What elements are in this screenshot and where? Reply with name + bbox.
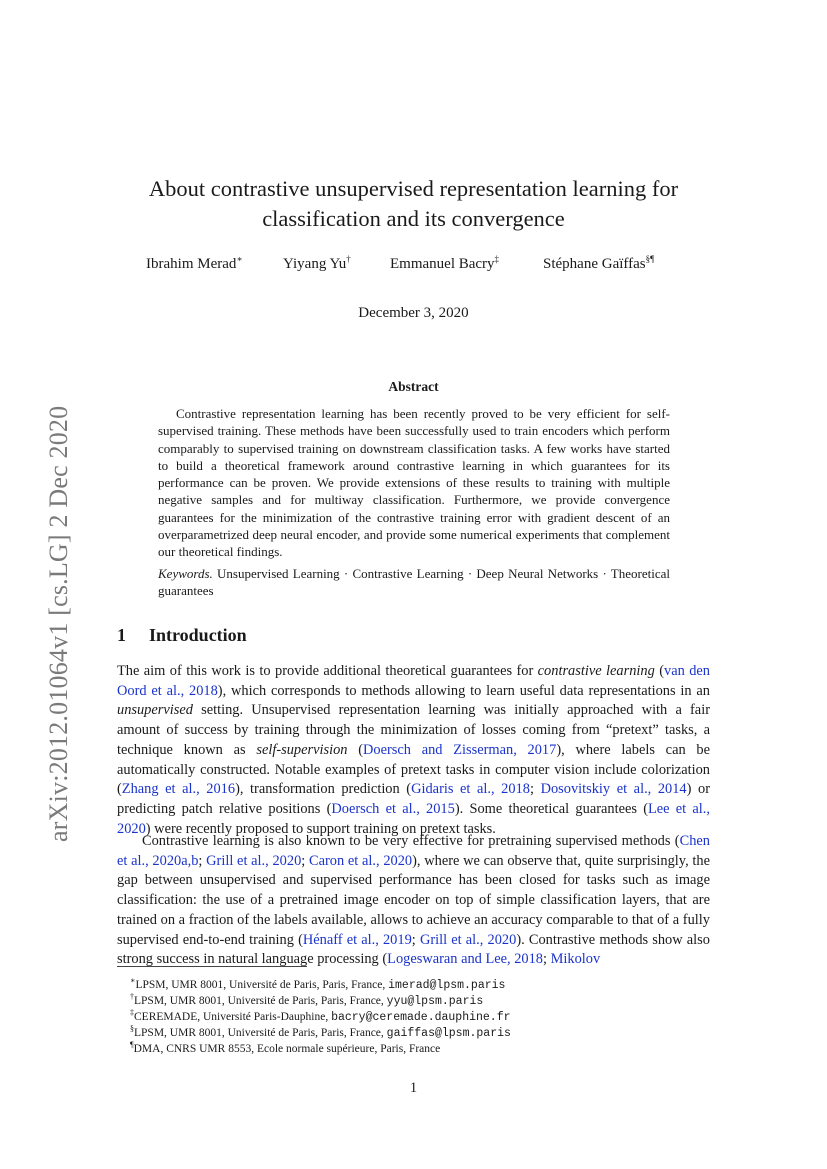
- footnote-divider: [117, 966, 307, 967]
- citation-link[interactable]: Mikolov: [550, 951, 601, 968]
- citation-link[interactable]: Zhang et al., 2016: [121, 781, 236, 798]
- page-number: 1: [409, 1080, 418, 1096]
- citation-link[interactable]: Chen et al., 2020a,b: [117, 833, 710, 869]
- intro-paragraph-2: Contrastive learning is also known to be very effective for pretraining supervised methods (Chen et al., 2020a,b; Grill et al., 2020; Caron et al., 2020), where we can observe that, quite surprisingly, the gap between unsupervised and supervised performance has been closed for tasks such as image classification: the use of a pretrained image encoder on top of simple classification layers, that are trained on a fraction of the labels available, allows to achieve an accuracy comparable to that of a fully supervised end-to-end training (Hénaff et al., 2019; Grill et al., 2020). Contrastive methods show also strong success in natural language processing (Logeswaran and Lee, 2018; Mikolov: [117, 833, 710, 968]
- citation-link[interactable]: Grill et al., 2020: [419, 931, 517, 948]
- intro-paragraph-1: The aim of this work is to provide additional theoretical guarantees for contrastive learning (van den Oord et al., 2018), which corresponds to methods allowing to learn useful data representations in an unsupervised setting. Unsupervised representation learning was initially approached with a fair amount of success by training through the minimization of losses coming from “pretext” tasks, a technique known as self-supervision (Doersch and Zisserman, 2017), where labels can be automatically constructed. Notable examples of pretext tasks in computer vision include colorization (Zhang et al., 2016), transformation prediction (Gidaris et al., 2018; Dosovitskiy et al., 2014) or predicting patch relative positions (Doersch et al., 2015). Some theoretical guarantees (Lee et al., 2020) were recently proposed to support training on pretext tasks.: [117, 663, 711, 837]
- footnote: ‡CEREMADE, Université Paris-Dauphine, bacry@ceremade.dauphine.fr: [130, 1008, 511, 1024]
- footnote: §LPSM, UMR 8001, Université de Paris, Paris, France, gaiffas@lpsm.paris: [130, 1024, 511, 1040]
- citation-link[interactable]: Doersch and Zisserman, 2017: [363, 741, 557, 758]
- arxiv-identifier: arXiv:2012.01064v1 [cs.LG] 2 Dec 2020: [44, 405, 73, 842]
- citation-link[interactable]: Gidaris et al., 2018: [411, 781, 530, 798]
- abstract-text: Contrastive representation learning has been recently proved to be very efficient for self-supervised training. These methods have been successfully used to train encoders which perform comparably to supervised training on downstream classification tasks. A few works have started to build a theoretical framework around contrastive learning in which guarantees for its performance can be proven. We provide extensions of these results to training with multiple negative samples and for multiway classification. Furthermore, we provide convergence guarantees for the minimization of the contrastive training error with gradient descent of an overparametrized deep neural encoder, and provide some numerical experiments that complement our theoretical findings.: [158, 406, 670, 560]
- citation-link[interactable]: Grill et al., 2020: [206, 852, 302, 869]
- author-2: Yiyang Yu†: [283, 254, 351, 272]
- citation-link[interactable]: Caron et al., 2020: [309, 852, 413, 869]
- citation-link[interactable]: Lee et al., 2020: [117, 800, 710, 837]
- citation-link[interactable]: Dosovitskiy et al., 2014: [540, 781, 687, 798]
- paper-date: December 3, 2020: [358, 305, 469, 321]
- citation-link[interactable]: van den Oord et al., 2018: [117, 663, 711, 699]
- author-3: Emmanuel Bacry‡: [390, 254, 500, 272]
- footnote: ¶DMA, CNRS UMR 8553, Ecole normale supérieure, Paris, France: [130, 1040, 441, 1055]
- footnote: ∗LPSM, UMR 8001, Université de Paris, Paris, France, imerad@lpsm.paris: [130, 976, 506, 992]
- abstract-heading: Abstract: [388, 379, 439, 394]
- citation-link[interactable]: Logeswaran and Lee, 2018: [387, 951, 543, 968]
- author-4: Stéphane Gaïffas§¶: [543, 254, 655, 272]
- citation-link[interactable]: Hénaff et al., 2019: [302, 931, 412, 948]
- citation-link[interactable]: Doersch et al., 2015: [331, 800, 455, 817]
- section-heading: 1 Introduction: [117, 625, 247, 645]
- keywords: Keywords. Unsupervised Learning · Contrastive Learning · Deep Neural Networks · Theoretical guarantees: [158, 566, 670, 599]
- author-1: Ibrahim Merad∗: [146, 254, 243, 272]
- paper-title: About contrastive unsupervised representation learning for classification and its convergence: [148, 176, 679, 231]
- footnote: †LPSM, UMR 8001, Université de Paris, Paris, France, yyu@lpsm.paris: [130, 992, 484, 1008]
